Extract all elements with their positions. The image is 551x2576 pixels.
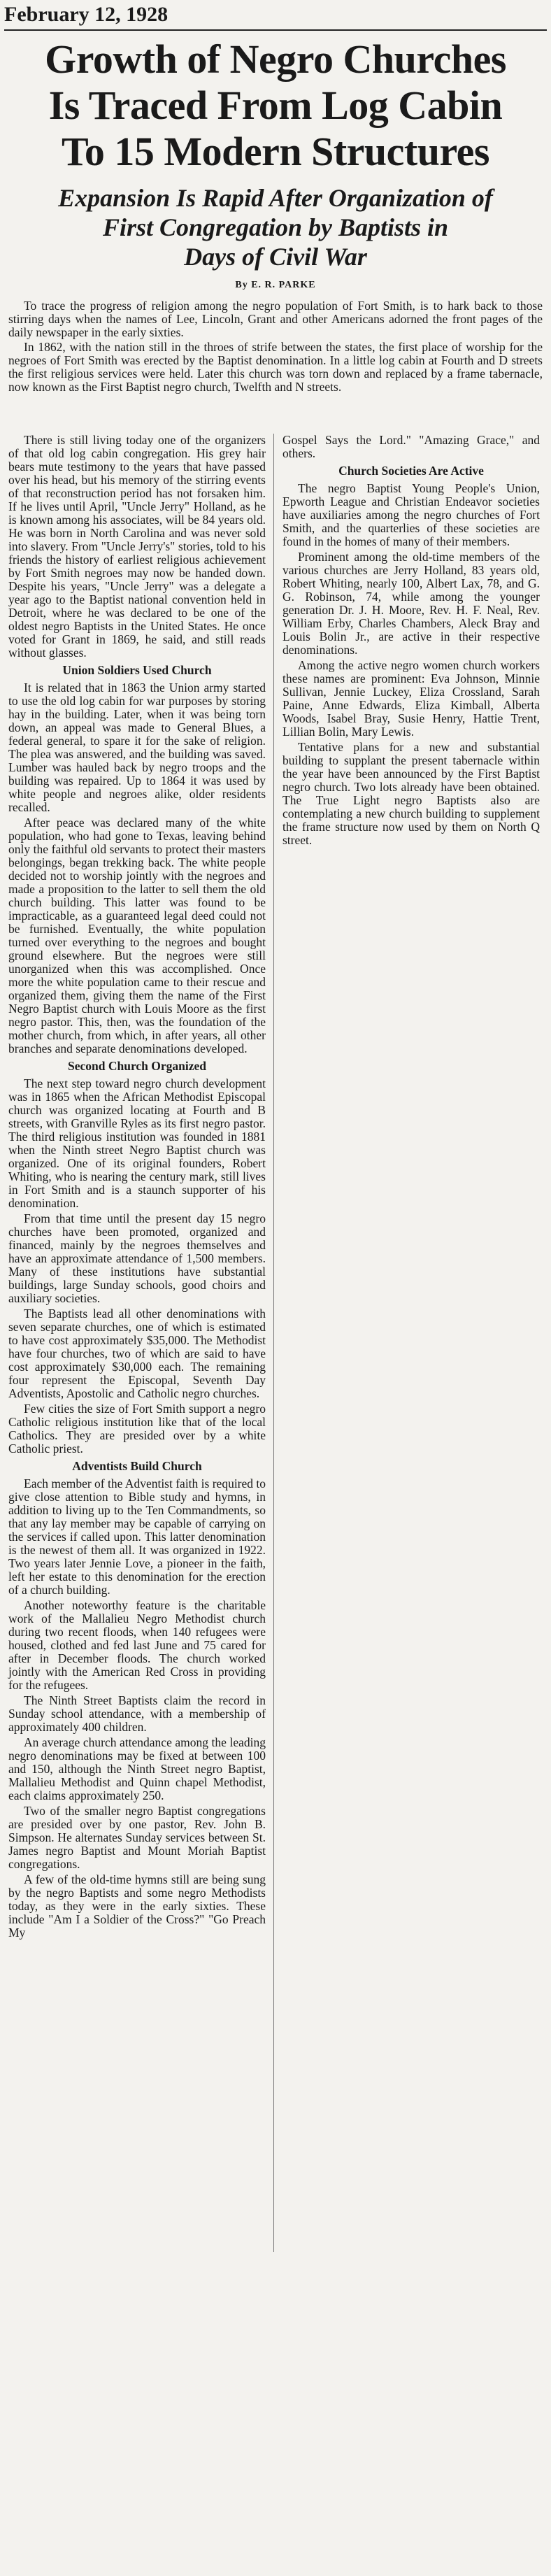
article-paragraph: The next step toward negro church development was in 1865 when the African Methodist Episcopal church was organized locating at Fourth and B streets, with Granville Ryles as its first negro pastor. The third religious institution was founded in 1881 when the Ninth street Negro Baptist church was organized. One of its original founders, Robert Whiting, who is nearing the century mark, still lives in Fort Smith and is a staunch supporter of his denomination. bbox=[8, 1076, 266, 1210]
article-paragraph: Among the active negro women church workers these names are prominent: Eva Johnson, Minnie Sullivan, Jennie Luckey, Eliza Crossland, Sarah Paine, Anne Edwards, Eliza Kimball, Alberta Woods, Isabel Bray, Susie Henry, Hattie Trent, Lillian Bolin, Mary Lewis. bbox=[282, 658, 540, 739]
subheadline-deck bbox=[28, 183, 523, 271]
deck-line: First Congregation by Baptists in bbox=[102, 213, 449, 241]
deck-line: Expansion Is Rapid After Organization of bbox=[58, 184, 493, 212]
article-paragraph: From that time until the present day 15 negro churches have been promoted, organized and financed, mainly by the negroes themselves and have an approximate attendance of 1,500 members. Many of these institutions have substantial buildings, large Sunday schools, good choirs and auxiliary societies. bbox=[8, 1211, 266, 1305]
left-column bbox=[8, 434, 266, 1942]
intro-text bbox=[8, 299, 543, 395]
right-column bbox=[282, 434, 540, 849]
headline bbox=[0, 36, 551, 175]
headline-line: Is Traced From Log Cabin bbox=[48, 83, 503, 128]
section-subhead: Second Church Organized bbox=[67, 1059, 207, 1073]
article-paragraph: Tentative plans for a new and substantial building to supplant the present tabernacle within the year have been announced by the First Baptist negro church. Two lots already have been obtained. The True Light negro Baptists also are contemplating a new church building to supplement the frame structure now used by them on North Q street. bbox=[282, 740, 540, 847]
headline-line: Growth of Negro Churches bbox=[45, 36, 506, 82]
section-subhead: Adventists Build Church bbox=[72, 1459, 202, 1473]
article-paragraph: A few of the old-time hymns still are being sung by the negro Baptists and some negro Methodists today, as they were in the early sixties. These include "Am I a Soldier of the Cross?" "Go Preach My bbox=[8, 1872, 266, 1940]
article-paragraph: Another noteworthy feature is the charitable work of the Mallalieu Negro Methodist church during two recent floods, when 140 refugees were housed, clothed and fed last June and 75 cared for after in December floods. The church worked jointly with the American Red Cross in providing for the refugees. bbox=[8, 1598, 266, 1692]
article-paragraph: It is related that in 1863 the Union army started to use the old log cabin for war purposes by storing hay in the building. Later, when it was being torn down, an appeal was made to General Blues, a federal general, to spare it for the sake of religion. The plea was answered, and the building was saved. Lumber was hauled back by negro troops and the building was repaired. Up to 1864 it was used by white people and negroes alike, older residents recalled. bbox=[8, 681, 266, 814]
article-paragraph: After peace was declared many of the white population, who had gone to Texas, leaving behind only the faithful old servants to protect their masters belongings, began trekking back. The white people decided not to worship jointly with the negroes and made a proposition to the latter to sell them the old church building. This latter was found to be impracticable, as a guaranteed legal deed could not be furnished. Eventually, the white population turned over everything to the negroes and bought ground elsewhere. But the negroes were still unorganized when this was accomplished. Once more the white population came to their rescue and organized them, giving them the name of the First Negro Baptist church with Louis Moore as the first negro pastor. This, then, was the foundation of the mother church, from which, in after years, all other branches and separate denominations developed. bbox=[8, 816, 266, 1055]
section-subhead: Union Soldiers Used Church bbox=[62, 663, 212, 677]
article-paragraph: The Ninth Street Baptists claim the record in Sunday school attendance, with a membership of approximately 400 children. bbox=[8, 1693, 266, 1734]
article-paragraph: Two of the smaller negro Baptist congregations are presided over by one pastor, Rev. John B. Simpson. He alternates Sunday services between St. James negro Baptist and Mount Moriah Baptist congregations. bbox=[8, 1804, 266, 1871]
article-paragraph: Each member of the Adventist faith is required to give close attention to Bible study and hymns, in addition to living up to the Ten Commandments, so that any lay member may be capable of carrying on the services if called upon. This latter denomination is the newest of them all. It was organized in 1922. Two years later Jennie Love, a pioneer in the faith, left her estate to this denomination for the erection of a church building. bbox=[8, 1476, 266, 1597]
header-rule bbox=[4, 29, 547, 31]
article-paragraph: Few cities the size of Fort Smith support a negro Catholic religious institution like that of the local Catholics. They are presided over by a white Catholic priest. bbox=[8, 1402, 266, 1456]
article-paragraph: An average church attendance among the leading negro denominations may be fixed at between 100 and 150, although the Ninth Street negro Baptist, Mallalieu Methodist and Quinn chapel Methodist, each claims approximately 250. bbox=[8, 1735, 266, 1802]
article-paragraph: Prominent among the old-time members of the various churches are Jerry Holland, 83 years old, Robert Whiting, nearly 100, Albert Lax, 78, and G. G. Robinson, 74, while among the younger generation Dr. J. H. Moore, Rev. H. F. Neal, Rev. William Erby, Charles Chambers, Aleck Bray and Louis Bolin Jr., are active in their respective denominations. bbox=[282, 550, 540, 657]
byline: By E. R. PARKE bbox=[235, 280, 316, 290]
section-subhead: Church Societies Are Active bbox=[338, 464, 484, 478]
article-paragraph: The negro Baptist Young People's Union, Epworth League and Christian Endeavor societies have auxiliaries among the negro churches of Fort Smith, and the quarterlies of these societies are found in the homes of many of their members. bbox=[282, 481, 540, 548]
column-divider bbox=[273, 434, 274, 2252]
intro-paragraph: In 1862, with the nation still in the throes of strife between the states, the first place of worship for the negroes of Fort Smith was erected by the Baptist denomination. In a little log cabin at Fourth and D streets the first religious services were held. Later this church was torn down and replaced by a frame tabernacle, now known as the First Baptist negro church, Twelfth and N streets. bbox=[8, 340, 543, 394]
intro-paragraph: To trace the progress of religion among the negro population of Fort Smith, is to hark back to those stirring days when the names of Lee, Lincoln, Grant and other Americans adorned the front pages of the daily newspaper in the early sixties. bbox=[8, 299, 543, 339]
deck-line: Days of Civil War bbox=[184, 243, 367, 271]
dateline: February 12, 1928 bbox=[4, 3, 169, 26]
headline-line: To 15 Modern Structures bbox=[62, 129, 489, 174]
article-paragraph: The Baptists lead all other denominations with seven separate churches, one of which is estimated to have cost approximately $35,000. The Methodist have four churches, two of which are said to have cost approximately $30,000 each. The remaining four represent the Episcopal, Seventh Day Adventists, Apostolic and Catholic negro churches. bbox=[8, 1307, 266, 1400]
article-paragraph: There is still living today one of the organizers of that old log cabin congregation. His grey hair bears mute testimony to the years that have passed over his head, but his memory of the stirring events of that reconstruction period has not forsaken him. If he lives until April, "Uncle Jerry" Holland, as he is known among his associates, will be 84 years old. He was born in North Carolina and was never sold into slavery. From "Uncle Jerry's" stories, told to his friends the history of earliest religious achievement by Fort Smith negroes may now be handed down. Despite his years, "Uncle Jerry" was a delegate a year ago to the Baptist national convention held in Detroit, where he was declared to be one of the oldest negro Baptists in the United States. He once voted for Grant in 1869, he said, and still reads without glasses. bbox=[8, 433, 266, 660]
article-paragraph: Gospel Says the Lord." "Amazing Grace," and others. bbox=[282, 433, 540, 460]
